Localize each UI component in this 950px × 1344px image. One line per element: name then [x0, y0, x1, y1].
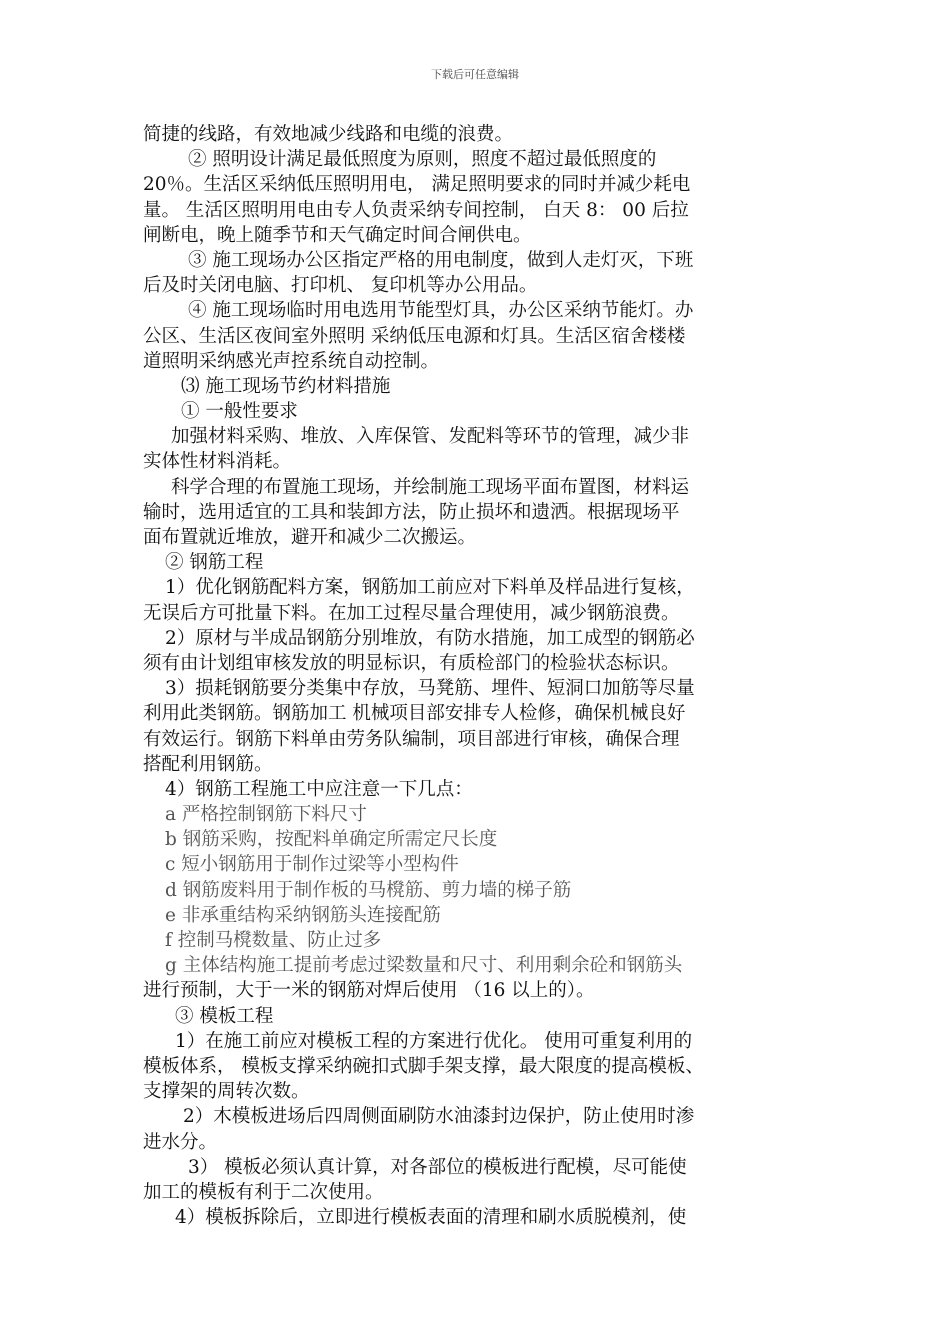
text-line: ① 一般性要求 [181, 401, 298, 423]
text-line: 公区、生活区夜间室外照明 采纳低压电源和灯具。生活区宿舍楼楼 [143, 325, 686, 347]
text-line: 加工的模板有利于二次使用。 [143, 1181, 384, 1203]
text-line: 2）木模板进场后四周侧面刷防水油漆封边保护，防止使用时渗 [183, 1106, 695, 1128]
text-line: 1）在施工前应对模板工程的方案进行优化。 使用可重复利用的 [175, 1030, 693, 1052]
text-line: 面布置就近堆放，避开和减少二次搬运。 [143, 527, 477, 548]
text-line: 道照明采纳感光声控系统自动控制。 [143, 350, 440, 372]
text-line: 3）损耗钢筋要分类集中存放，马凳筋、埋件、短洞口加筋等尽量 [165, 678, 695, 700]
text-line: 进行预制，大于一米的钢筋对焊后使用 （16 以上的）。 [143, 980, 595, 1002]
text-line: 闸断电，晚上随季节和天气确定时间合闸供电。 [143, 224, 532, 246]
text-line: 搭配利用钢筋。 [143, 753, 273, 775]
text-line: 利用此类钢筋。钢筋加工 机械项目部安排专人检修，确保机械良好 [143, 703, 686, 725]
text-line: 有效运行。钢筋下料单由劳务队编制，项目部进行审核，确保合理 [143, 728, 680, 750]
text-line: 支撑架的周转次数。 [143, 1081, 310, 1103]
text-line: 实体性材料消耗。 [143, 451, 292, 473]
text-line: 输时，选用适宜的工具和装卸方法，防止损坏和遗洒。根据现场平 [143, 501, 680, 523]
text-line: 无误后方可批量下料。在加工过程尽量合理使用，减少钢筋浪费。 [143, 602, 680, 624]
text-line: 模板体系， 模板支撑采纳碗扣式脚手架支撑，最大限度的提高模板、 [143, 1055, 704, 1077]
text-line: 4）模板拆除后，立即进行模板表面的清理和刷水质脱模剂，使 [175, 1207, 687, 1229]
text-line: b 钢筋采购，按配料单确定所需定尺长度 [165, 829, 498, 851]
text-line: a 严格控制钢筋下料尺寸 [165, 804, 367, 826]
text-line: ⑶ 施工现场节约材料措施 [181, 375, 391, 397]
text-line: 3） 模板必须认真计算，对各部位的模板进行配模，尽可能使 [188, 1156, 687, 1178]
text-line: 2）原材与半成品钢筋分别堆放，有防水措施，加工成型的钢筋必 [165, 627, 695, 649]
page-header: 下载后可任意编辑 [431, 68, 519, 81]
text-line: 简捷的线路，有效地减少线路和电缆的浪费。 [143, 124, 514, 145]
text-line: ② 钢筋工程 [165, 552, 264, 574]
text-line: f 控制马櫈数量、防止过多 [165, 930, 382, 951]
text-line: 1）优化钢筋配料方案，钢筋加工前应对下料单及样品进行复核， [165, 577, 695, 599]
text-line: 加强材料采购、堆放、入库保管、发配料等环节的管理，减少非 [171, 426, 690, 448]
text-line: c 短小钢筋用于制作过梁等小型构件 [165, 854, 459, 876]
text-line: 进水分。 [143, 1131, 218, 1153]
text-line: ③ 模板工程 [175, 1005, 274, 1027]
text-line: ③ 施工现场办公区指定严格的用电制度，做到人走灯灭，下班 [188, 249, 694, 271]
text-line: 20％。生活区采纳低压照明用电， 满足照明要求的同时并减少耗电 [143, 174, 691, 196]
text-line: 后及时关闭电脑、打印机、 复印机等办公用品。 [143, 275, 538, 297]
text-line: d 钢筋废料用于制作板的马櫈筋、剪力墙的梯子筋 [165, 879, 572, 901]
text-line: 科学合理的布置施工现场，并绘制施工现场平面布置图，材料运 [171, 476, 690, 498]
document-body [143, 122, 808, 1230]
text-line: 量。 生活区照明用电由专人负责采纳专间控制， 白天 8： 00 后拉 [143, 199, 689, 221]
text-line: ② 照明设计满足最低照度为原则，照度不超过最低照度的 [188, 149, 657, 171]
text-line: 须有由计划组审核发放的明显标识，有质检部门的检验状态标识。 [143, 652, 680, 674]
text-line: 4）钢筋工程施工中应注意一下几点： [165, 778, 473, 800]
text-line: e 非承重结构采纳钢筋头连接配筋 [165, 904, 441, 926]
text-line: ④ 施工现场临时用电选用节能型灯具，办公区采纳节能灯。办 [188, 300, 694, 322]
text-line: g 主体结构施工提前考虑过梁数量和尺寸、利用剩余砼和钢筋头 [165, 955, 683, 977]
